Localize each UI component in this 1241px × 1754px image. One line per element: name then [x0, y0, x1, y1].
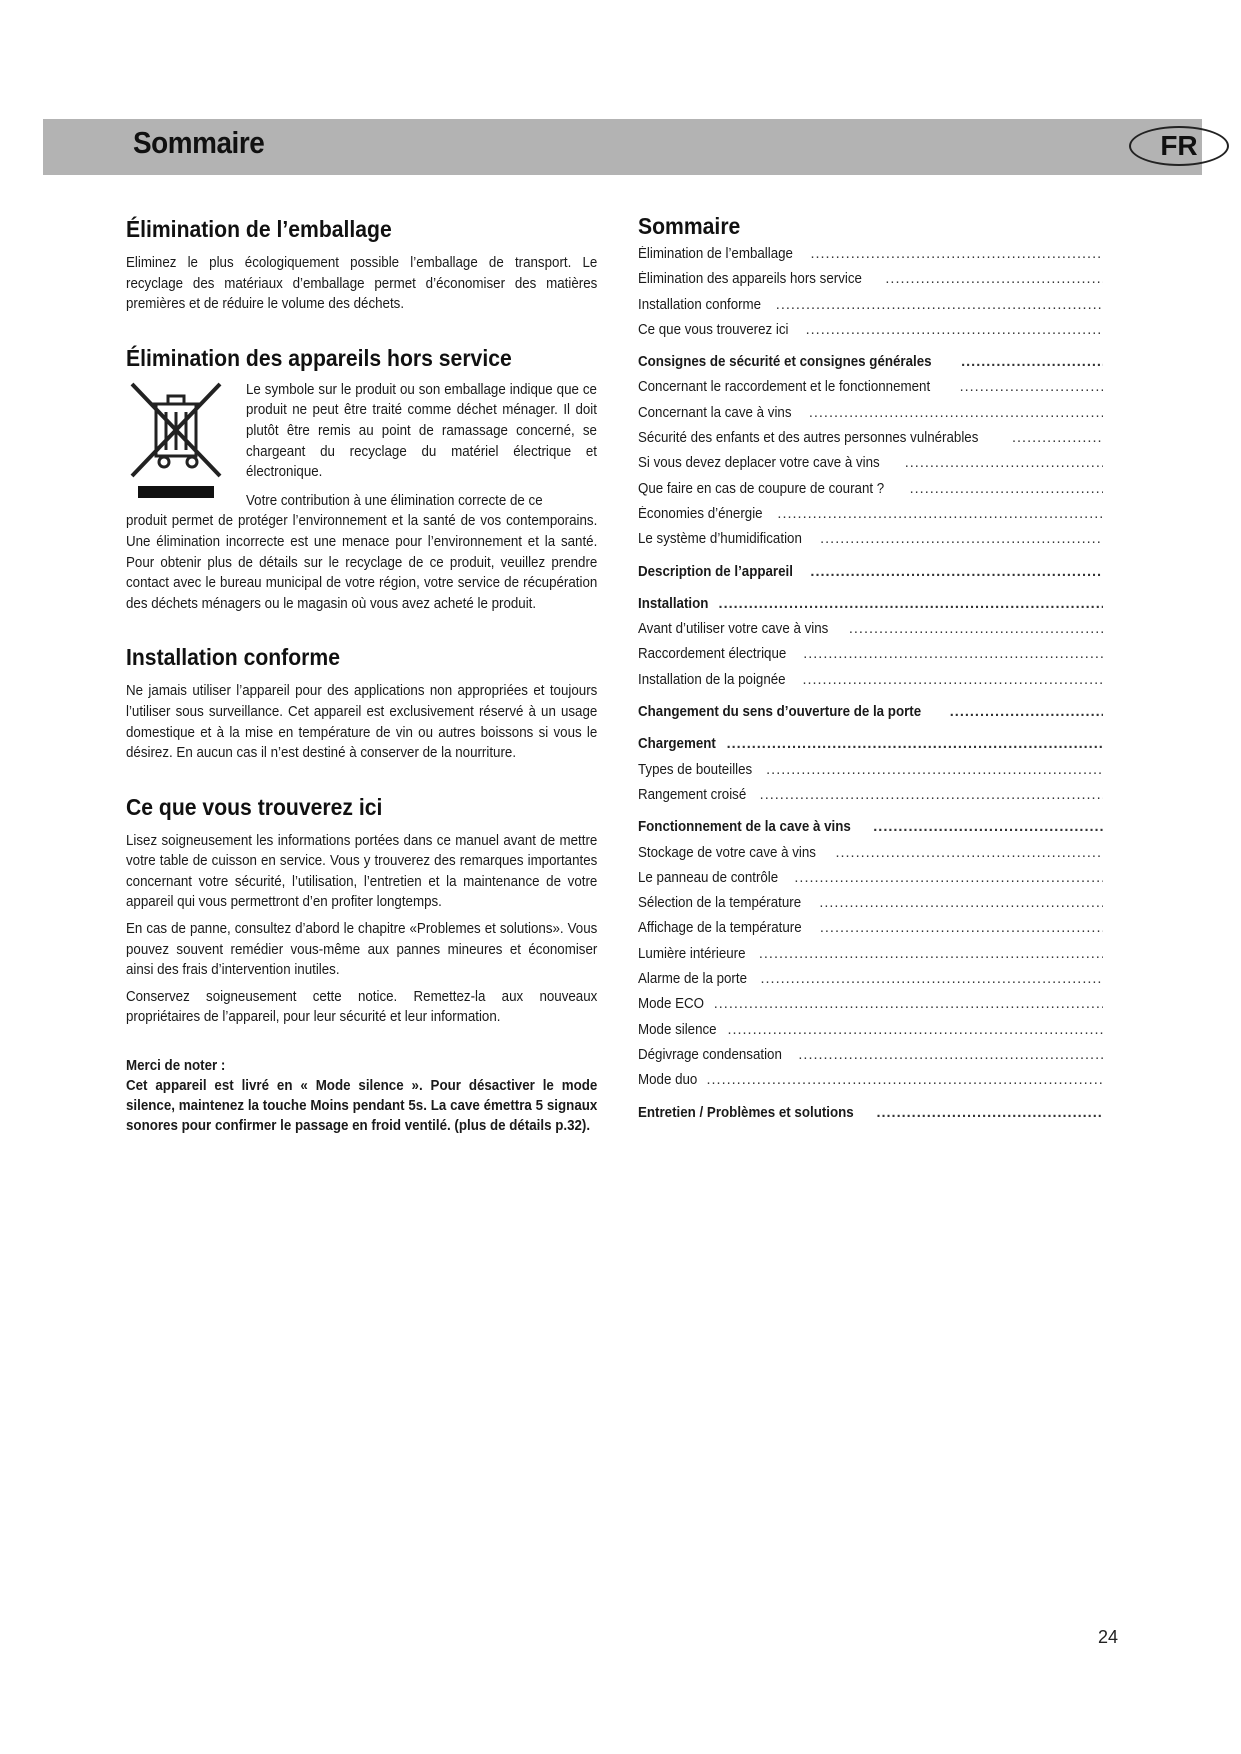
toc-item: [638, 672, 1103, 697]
section-text-3: Conservez soigneusement cette notice. Remettez-la aux nouveaux propriétaires de l’appareil, pour leur sécurité et leur information.: [126, 988, 598, 1026]
weee-block: [126, 380, 596, 615]
toc-leader-dots: [809, 405, 1103, 421]
toc-leader-dots: [849, 621, 1103, 637]
page-title: Sommaire: [133, 125, 265, 160]
section-text-2: En cas de panne, consultez d’abord le chapitre «Problemes et solutions». Vous pouvez souvent remédier vous-même aux pannes mineures et économiser ainsi des frais d’intervention inutiles.: [126, 921, 598, 979]
toc-leader-dots: [806, 322, 1103, 338]
toc-item-label: Rangement croisé: [638, 786, 747, 803]
toc-item: [638, 379, 1103, 404]
toc-item: [638, 819, 1103, 844]
section-find-here: [126, 794, 596, 1028]
weee-text-1: Le symbole sur le produit ou son emballage indique que ce produit ne peut être traité comme déchet ménager. Il doit plutôt être remis au point de ramassage concerné, se chargeant du recyclage du matériel électrique et électronique.: [246, 381, 597, 481]
toc-item: [638, 1072, 1103, 1097]
toc-item: [638, 845, 1103, 870]
toc-leader-dots: [905, 455, 1103, 471]
left-column: [126, 216, 596, 1136]
toc-leader-dots: [760, 971, 1103, 987]
header-bar: [43, 119, 1202, 175]
toc-item-label: Changement du sens d’ouverture de la porte: [638, 704, 922, 721]
toc-item: [638, 430, 1103, 455]
toc-leader-dots: [960, 379, 1103, 395]
section-text: Ne jamais utiliser l’appareil pour des applications non appropriées et toujours l’utiliser sous surveillance. Cet appareil est exclusivement réservé à un usage domestique et à la mise en température de vin ou autres boissons si vous le désirez. En aucun cas il n’est destiné à conserver de la nourriture.: [126, 683, 598, 762]
toc-item: [638, 870, 1103, 895]
toc-leader-dots: [910, 481, 1103, 497]
section-text: Eliminez le plus écologiquement possible l’emballage de transport. Le recyclage des matériaux d’emballage permet d’économiser des matières premières et de réduire le volume des déchets.: [126, 255, 598, 313]
toc-item: [638, 971, 1103, 996]
toc-item-label: Installation conforme: [638, 296, 762, 313]
section-appliances: [126, 345, 596, 615]
toc-leader-dots: [777, 506, 1103, 522]
toc-item: [638, 455, 1103, 480]
toc-leader-dots: [810, 564, 1103, 580]
toc-leader-dots: [810, 246, 1103, 262]
toc-item-label: Chargement: [638, 736, 716, 753]
toc-item: [638, 704, 1103, 729]
toc-leader-dots: [727, 736, 1103, 752]
notice-box: [126, 1056, 596, 1136]
toc-item-label: Raccordement électrique: [638, 646, 787, 663]
toc-item: [638, 895, 1103, 920]
toc-item-label: Que faire en cas de coupure de courant ?: [638, 480, 885, 497]
toc-item-label: Mode duo: [638, 1072, 698, 1089]
toc-item-label: Le système d’humidification: [638, 531, 802, 548]
toc-list: [638, 246, 1103, 1130]
notice-heading: Merci de noter :: [126, 1058, 226, 1075]
section-title: Élimination de l’emballage: [126, 216, 392, 242]
toc-item: [638, 946, 1103, 971]
toc-leader-dots: [759, 946, 1103, 962]
toc-item-label: Mode silence: [638, 1021, 717, 1038]
toc-leader-dots: [794, 870, 1103, 886]
toc-item-label: Lumière intérieure: [638, 945, 746, 962]
toc-item-label: Installation de la poignée: [638, 671, 786, 688]
toc-item: [638, 1047, 1103, 1072]
toc-item-label: Description de l’appareil: [638, 563, 793, 580]
weee-text-2-indent: Votre contribution à une élimination correcte de ce: [246, 492, 543, 509]
section-installation: [126, 644, 596, 763]
toc-item-label: Le panneau de contrôle: [638, 869, 779, 886]
toc-item: [638, 246, 1103, 271]
toc-item-label: Sélection de la température: [638, 895, 802, 912]
toc-item: [638, 920, 1103, 945]
toc-item: [638, 1022, 1103, 1047]
toc-leader-dots: [707, 1072, 1104, 1088]
toc-item: [638, 481, 1103, 506]
toc-leader-dots: [819, 895, 1103, 911]
toc-item-label: Concernant la cave à vins: [638, 404, 792, 421]
toc-item: [638, 405, 1103, 430]
toc-leader-dots: [760, 787, 1103, 803]
toc-item: [638, 736, 1103, 761]
section-title: Ce que vous trouverez ici: [126, 793, 383, 820]
toc-leader-dots: [835, 845, 1103, 861]
toc-item: [638, 646, 1103, 671]
page-number: 24: [1098, 1627, 1119, 1647]
toc-item-label: Dégivrage condensation: [638, 1046, 782, 1063]
toc-item: [638, 322, 1103, 347]
toc-item: [638, 996, 1103, 1021]
toc-item-label: Entretien / Problèmes et solutions: [638, 1104, 854, 1121]
toc-title: Sommaire: [638, 213, 741, 239]
toc-item-label: Alarme de la porte: [638, 971, 748, 988]
toc-item-label: Fonctionnement de la cave à vins: [638, 819, 851, 836]
toc-item-label: Installation: [638, 595, 709, 612]
toc-item-label: Élimination des appareils hors service: [638, 271, 862, 288]
toc-leader-dots: [820, 920, 1103, 936]
toc-item-label: Élimination de l’emballage: [638, 246, 793, 262]
weee-text-2: produit permet de protéger l’environnement et la santé de vos contemporains. Une élimination incorrecte est une menace pour l’environnement et la santé. Pour obtenir plus de détails sur le recyclage de ce produit, veuillez prendre contact avec le bureau municipal de votre région, votre service de récupération des déchets ménagers ou le magasin où vous avez acheté le produit.: [126, 513, 598, 612]
section-title: Installation conforme: [126, 644, 340, 671]
language-badge: FR: [1129, 126, 1229, 166]
toc-item: [638, 1105, 1103, 1130]
toc-leader-dots: [950, 704, 1103, 720]
toc-leader-dots: [776, 297, 1103, 313]
section-title: Élimination des appareils hors service: [126, 344, 512, 371]
toc-leader-dots: [885, 271, 1103, 287]
toc-item-label: Types de bouteilles: [638, 761, 753, 778]
toc-item-label: Stockage de votre cave à vins: [638, 844, 816, 861]
toc-item: [638, 531, 1103, 556]
toc-item: [638, 762, 1103, 787]
toc-item-label: Avant d’utiliser votre cave à vins: [638, 621, 829, 638]
toc-leader-dots: [714, 996, 1103, 1012]
toc-item: [638, 506, 1103, 531]
toc-item: [638, 297, 1103, 322]
toc-item-label: Consignes de sécurité et consignes générales: [638, 354, 932, 371]
section-text-1: Lisez soigneusement les informations portées dans ce manuel avant de mettre votre table de cuisson en service. Vous y trouverez des remarques importantes concernant votre sécurité, l’utilisation, l’entretien et la maintenance de votre appareil qui vous permettront d’en profiter longtemps.: [126, 832, 598, 911]
toc-item: [638, 354, 1103, 379]
toc-item-label: Économies d’énergie: [638, 505, 763, 522]
toc-item-label: Ce que vous trouverez ici: [638, 321, 789, 338]
toc-item: [638, 596, 1103, 621]
toc-item: [638, 271, 1103, 296]
toc-leader-dots: [820, 531, 1103, 547]
toc-item-label: Affichage de la température: [638, 920, 802, 937]
toc-leader-dots: [873, 819, 1103, 835]
table-of-contents: [638, 213, 1103, 1130]
toc-leader-dots: [803, 646, 1103, 662]
crossed-bin-icon: [126, 380, 226, 505]
toc-item-label: Si vous devez deplacer votre cave à vins: [638, 455, 880, 472]
toc-leader-dots: [802, 672, 1103, 688]
toc-leader-dots: [727, 1022, 1103, 1038]
toc-item: [638, 787, 1103, 812]
toc-item: [638, 564, 1103, 589]
toc-leader-dots: [961, 354, 1103, 370]
toc-item-label: Mode ECO: [638, 996, 704, 1013]
toc-item-label: Sécurité des enfants et des autres personnes vulnérables: [638, 430, 979, 447]
toc-leader-dots: [1012, 430, 1103, 446]
notice-text: Cet appareil est livré en « Mode silence ». Pour désactiver le mode silence, maintenez la touche Moins pendant 5s. La cave émettra 5 signaux sonores pour confirmer le passage en froid ventilé. (plus de détails p.32).: [126, 1078, 598, 1135]
toc-item: [638, 621, 1103, 646]
section-packaging: [126, 216, 596, 315]
toc-item-label: Concernant le raccordement et le fonctionnement: [638, 379, 931, 396]
toc-leader-dots: [766, 762, 1103, 778]
toc-leader-dots: [798, 1047, 1103, 1063]
toc-leader-dots: [719, 596, 1103, 612]
toc-leader-dots: [876, 1105, 1103, 1121]
